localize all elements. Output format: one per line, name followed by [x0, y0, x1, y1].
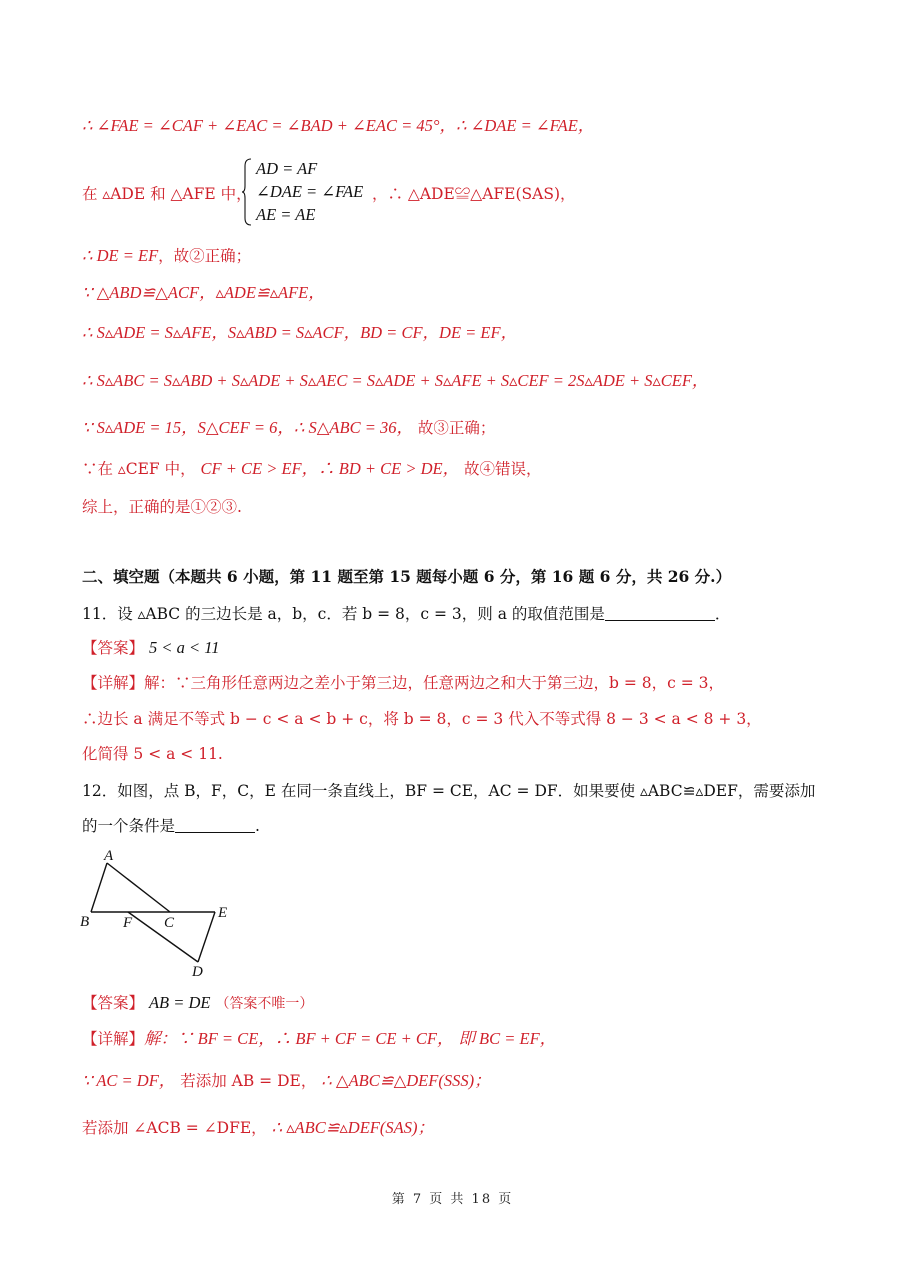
figure-label-c: C — [164, 915, 175, 931]
proof-line-8-math: CF + CE > EF，∴ BD + CE > DE， — [200, 459, 460, 478]
page-footer — [0, 1188, 905, 1207]
q12-answer — [82, 993, 313, 1014]
proof-line-4-text: ∵ △ABD≌△ACF，▵ADE≌▵AFE， — [82, 283, 325, 302]
triangle-figure — [78, 846, 238, 978]
q12-answer-value: AB = DE — [148, 993, 211, 1012]
brace-row-2: ∠DAE = ∠FAE — [256, 182, 364, 201]
figure-label-f: F — [123, 915, 133, 931]
proof-line-6-text: ∴ S▵ABC = S▵ABD + S▵ADE + S▵AEC = S▵ADE + S▵AFE + S▵CEF = 2S▵ADE + S▵CEF， — [82, 371, 709, 390]
proof-line-3 — [82, 246, 251, 266]
q12-detail-tag: 【详解】 — [82, 1030, 145, 1048]
q11-detail-1 — [82, 673, 724, 693]
q12-detail-3 — [82, 1118, 434, 1138]
page-number: 第 7 页 共 18 页 — [391, 1192, 514, 1207]
proof-line-7-math: ∵ S▵ADE = 15，S△CEF = 6，∴ S△ABC = 36， — [82, 418, 413, 437]
q12-detail-2-result: ∴ △ABC≌△DEF(SSS)； — [321, 1071, 491, 1090]
q12-stem-2-text: 的一个条件是 — [82, 817, 176, 835]
q12-detail-3-add: 若添加 ∠ACB = ∠DFE， — [82, 1119, 267, 1137]
q11-detail-3-text: 化简得 5 < a < 11. — [82, 745, 223, 763]
q11-stem-text: 11．设 ▵ABC 的三边长是 a，b，c．若 b = 8，c = 3，则 a 的取值范围是 — [82, 605, 605, 623]
q12-stem-1-text: 12．如图，点 B，F，C，E 在同一条直线上，BF = CE，AC = DF．如果要使 ▵ABC≌▵DEF，需要添加 — [82, 782, 816, 800]
q12-detail-1 — [82, 1029, 556, 1049]
left-brace-icon — [242, 158, 252, 226]
q11-answer — [82, 638, 220, 658]
q12-detail-2 — [82, 1071, 491, 1091]
brace-label: 在 ▵ADE 和 △AFE 中， — [82, 185, 252, 203]
proof-line-8-text: 故④错误， — [464, 460, 542, 478]
proof-line-8-intro: ∵在 ▵CEF 中， — [82, 460, 196, 478]
brace-row-1: AD = AF — [256, 159, 318, 178]
proof-conclusion — [82, 497, 242, 517]
q12-detail-2-given: ∵ AC = DF， — [82, 1071, 176, 1090]
q12-answer-note: （答案不唯一） — [215, 996, 314, 1012]
q12-detail-3-result: ∴ ▵ABC≌▵DEF(SAS)； — [271, 1118, 434, 1137]
q11-detail-2-text: ∴边长 a 满足不等式 b − c < a < b + c，将 b = 8，c = 3 代入不等式得 8 − 3 < a < 8 + 3， — [82, 710, 762, 728]
q11-stem-end: ． — [714, 605, 731, 623]
proof-line-7-text: 故③正确； — [417, 419, 496, 437]
proof-conclusion-text: 综上，正确的是①②③. — [82, 498, 242, 516]
q12-stem-2-end: . — [255, 817, 260, 835]
section-heading-text: 二、填空题（本题共 6 小题，第 11 题至第 15 题每小题 6 分，第 16 题 6 分，共 26 分.） — [82, 567, 732, 586]
q12-detail-1-math: 解：∵ BF = CE，∴ BF + CF = CE + CF， — [144, 1029, 454, 1048]
q11-detail-2 — [82, 709, 762, 729]
proof-line-5-text: ∴ S▵ADE = S▵AFE，S▵ABD = S▵ACF，BD = CF，DE = EF， — [82, 323, 518, 342]
figure-label-b: B — [80, 914, 90, 930]
proof-line-6 — [82, 371, 708, 391]
q11-detail-tag: 【详解】 — [82, 674, 145, 692]
figure-label-a: A — [104, 848, 114, 864]
figure-label-e: E — [218, 905, 228, 921]
figure-label-d: D — [192, 964, 203, 978]
proof-line-1-text: ∴ ∠FAE = ∠CAF + ∠EAC = ∠BAD + ∠EAC = 45°，∴ ∠DAE = ∠FAE， — [82, 116, 595, 135]
q11-detail-3 — [82, 744, 223, 764]
brace-conclusion: ，∴ △ADE≌△AFE(SAS)， — [372, 185, 576, 203]
q12-detail-2-add: 若添加 AB = DE， — [180, 1072, 317, 1090]
q11-answer-value: 5 < a < 11 — [148, 638, 220, 657]
proof-line-1 — [82, 116, 594, 136]
q12-answer-tag: 【答案】 — [82, 994, 145, 1012]
proof-line-7 — [82, 418, 495, 438]
q11-answer-blank — [605, 604, 715, 621]
q12-detail-1-conclusion: 即 BC = EF， — [458, 1029, 557, 1048]
proof-line-3-math: ∴ DE = EF — [82, 246, 159, 265]
q12-stem-1 — [82, 781, 815, 801]
q11-answer-tag: 【答案】 — [82, 639, 145, 657]
proof-line-5 — [82, 323, 517, 343]
brace-row-3: AE = AE — [256, 205, 316, 224]
q12-stem-2 — [82, 816, 260, 836]
q12-answer-blank — [175, 816, 255, 833]
brace-rows — [256, 158, 363, 227]
proof-line-3-text: ，故②正确； — [158, 247, 252, 265]
q11-stem — [82, 604, 730, 624]
proof-line-8 — [82, 459, 542, 479]
proof-line-4 — [82, 283, 325, 303]
section-heading — [82, 567, 731, 587]
q11-detail-1-text: 解：∵三角形任意两边之差小于第三边，任意两边之和大于第三边，b = 8，c = 3， — [144, 674, 725, 692]
